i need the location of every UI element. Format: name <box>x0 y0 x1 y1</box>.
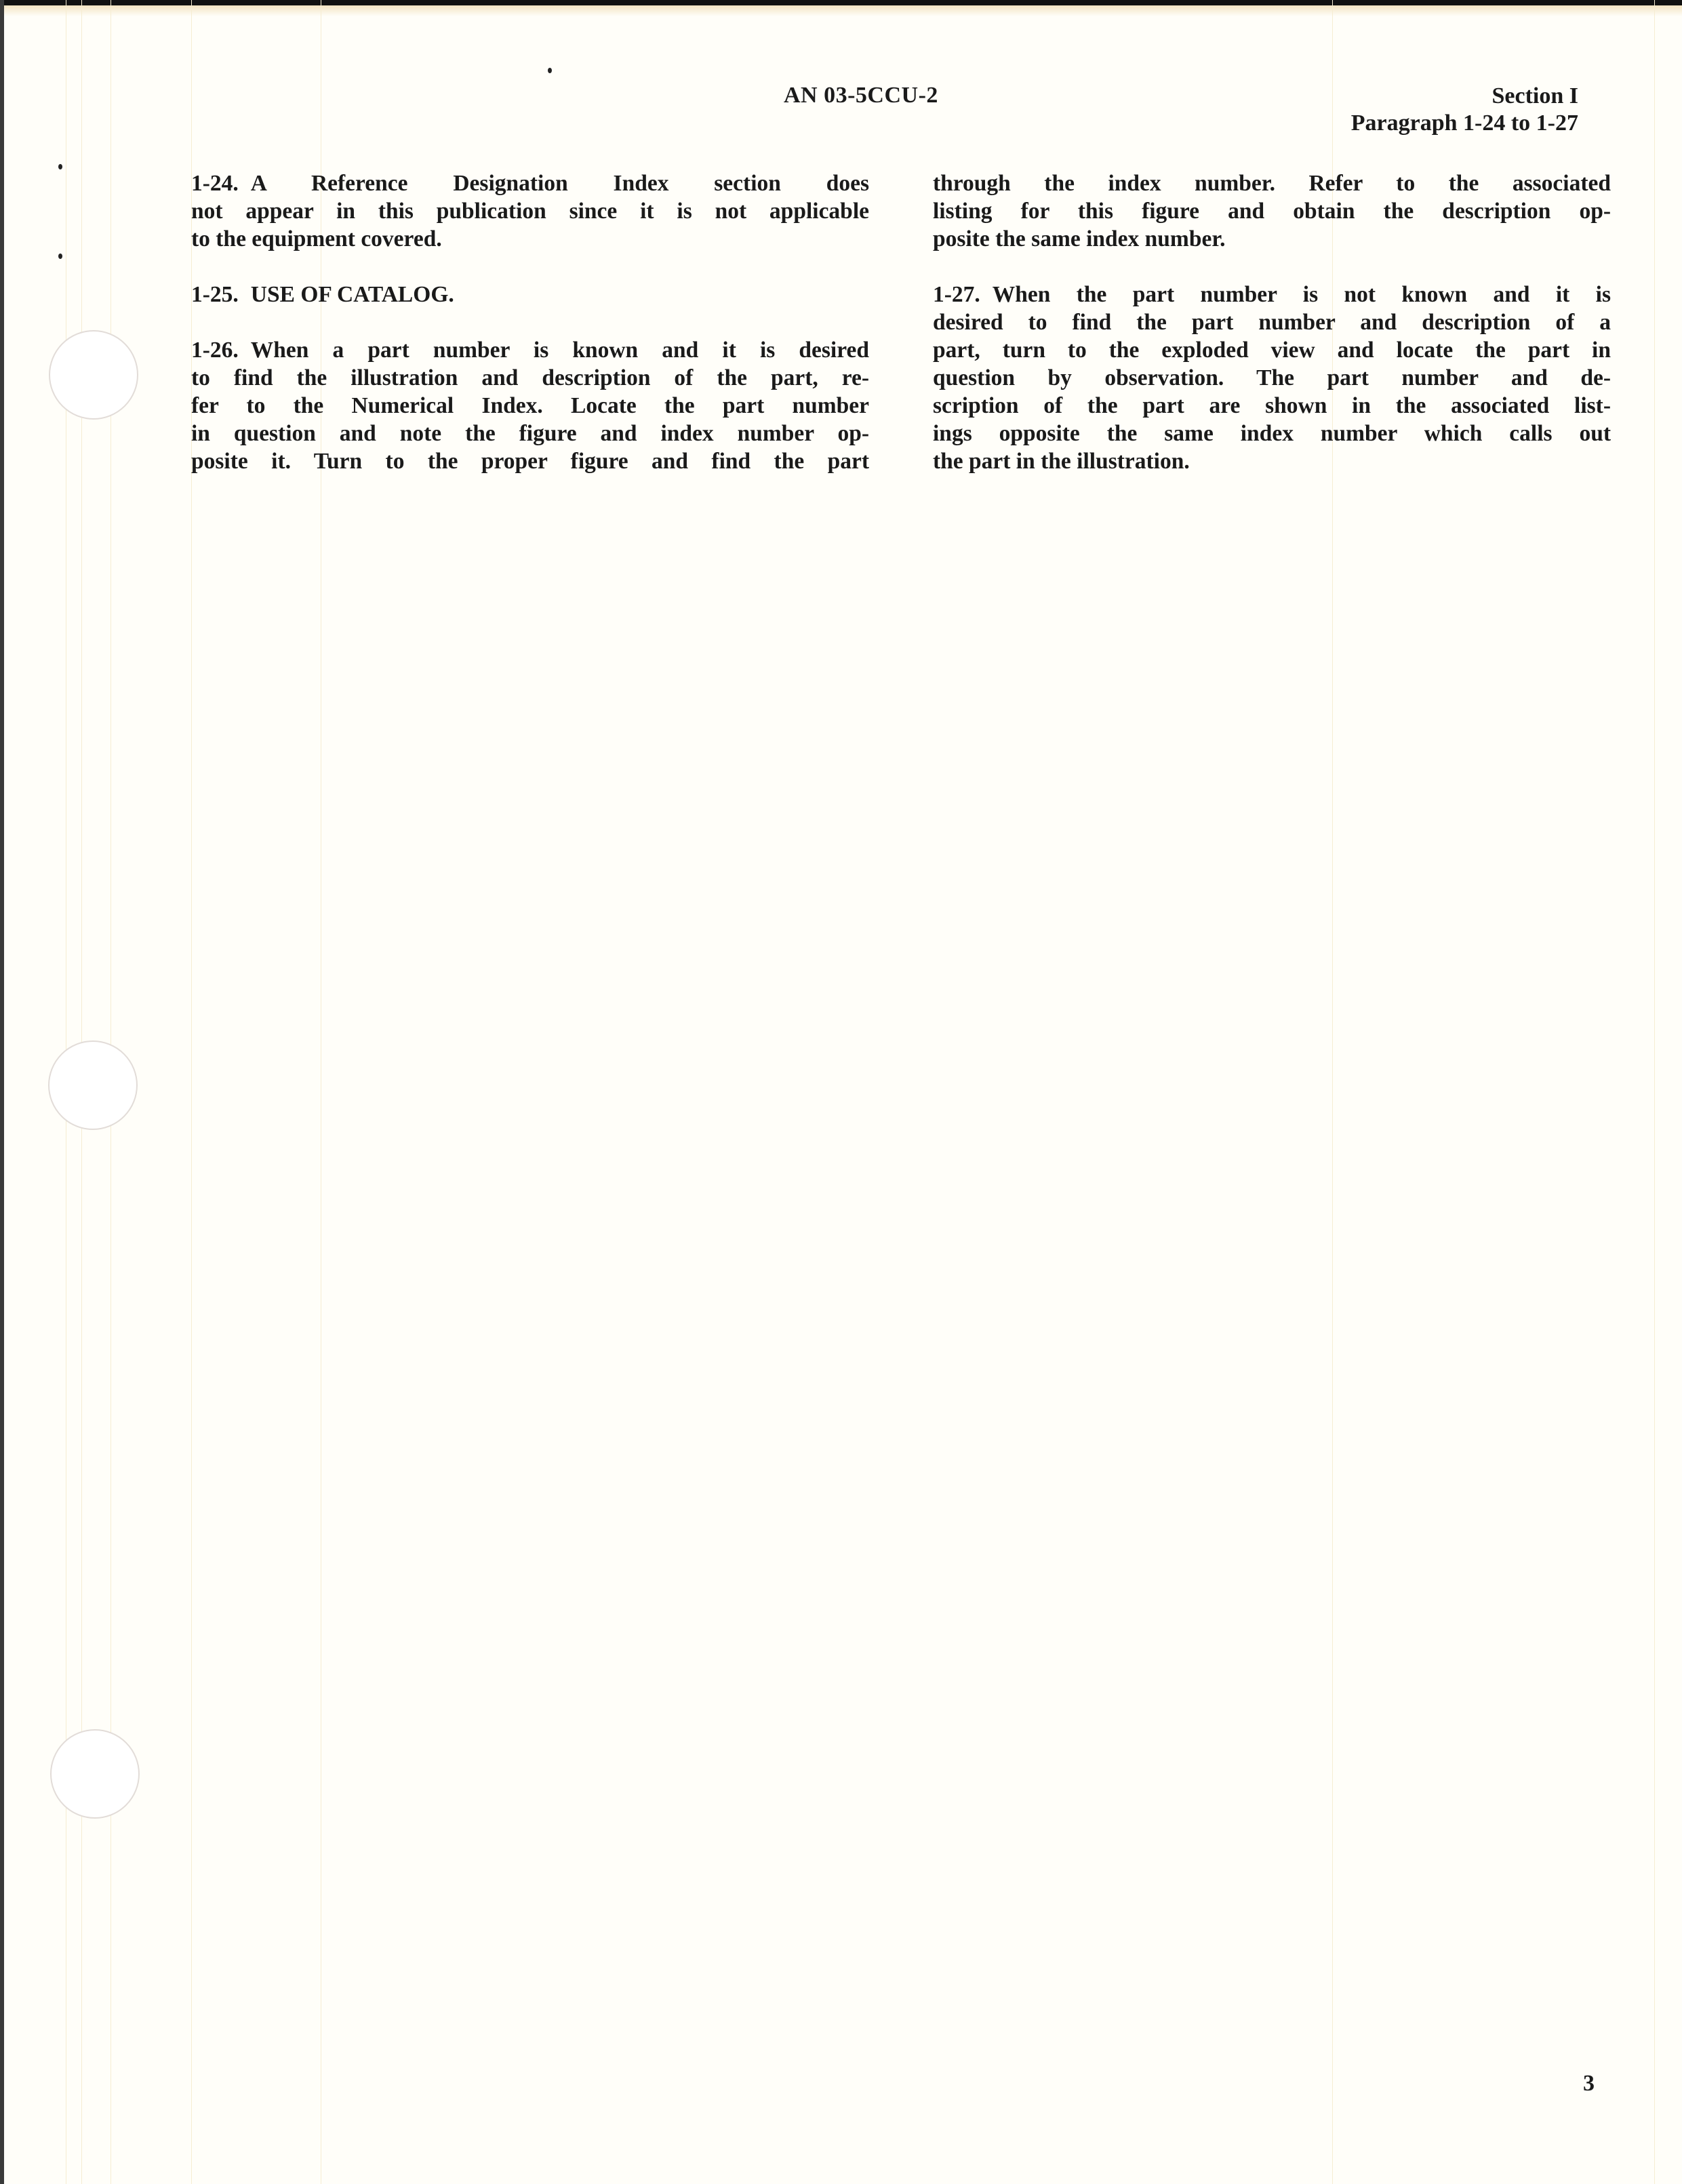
scan-speck <box>58 164 62 169</box>
text-line <box>933 281 1611 308</box>
paragraph-1-27 <box>933 281 1611 475</box>
text-line: not appear in this publication since it is not applicable <box>191 199 869 224</box>
heading-1-25 <box>191 281 869 308</box>
paragraph-range: Paragraph 1-24 to 1-27 <box>1350 110 1578 136</box>
left-column <box>191 169 869 475</box>
text-line: question by observation. The part number and de- <box>933 365 1611 390</box>
paragraph-1-24 <box>191 169 869 253</box>
scan-top-edge <box>0 0 1682 5</box>
line-text: When the part number is not known and it is <box>992 282 1611 307</box>
text-line: listing for this figure and obtain the description op- <box>933 199 1611 224</box>
text-line: through the index number. Refer to the associated <box>933 171 1611 196</box>
text-line: the part in the illustration. <box>933 449 1190 474</box>
punch-hole-middle <box>48 1040 138 1130</box>
text-line: to the equipment covered. <box>191 226 442 251</box>
paragraph-1-26 <box>191 336 869 475</box>
line-text: A Reference Designation Index section does <box>250 171 869 196</box>
text-line: posite the same index number. <box>933 226 1226 251</box>
text-line: part, turn to the exploded view and locate the part in <box>933 338 1611 363</box>
paragraph-number: 1-24. <box>191 171 239 196</box>
paragraph-number: 1-25. <box>191 282 239 307</box>
text-line <box>191 336 869 364</box>
text-line: desired to find the part number and description of a <box>933 310 1611 335</box>
section-heading: USE OF CATALOG. <box>250 282 454 307</box>
punch-hole-top <box>49 330 138 420</box>
text-line <box>191 169 869 197</box>
text-line: ings opposite the same index number which calls out <box>933 421 1611 446</box>
text-line: posite it. Turn to the proper figure and find the part <box>191 449 869 474</box>
scan-speck <box>58 254 62 259</box>
punch-hole-bottom <box>50 1729 140 1819</box>
section-header <box>1351 83 1578 137</box>
text-line: to find the illustration and description of the part, re- <box>191 365 869 390</box>
text-line: fer to the Numerical Index. Locate the part number <box>191 393 869 418</box>
scan-top-stain <box>0 5 1682 16</box>
section-label: Section I <box>1491 83 1578 108</box>
scan-speck <box>548 68 552 73</box>
scan-left-edge <box>0 0 4 2184</box>
line-text: When a part number is known and it is desired <box>250 338 869 363</box>
text-line: in question and note the figure and index number op- <box>191 421 869 446</box>
paragraph-number: 1-27. <box>933 282 980 307</box>
document-id: AN 03-5CCU-2 <box>784 83 938 108</box>
right-column <box>933 169 1611 475</box>
paragraph-number: 1-26. <box>191 338 239 363</box>
scan-line <box>1654 0 1655 2184</box>
text-line: scription of the part are shown in the associated list- <box>933 393 1611 418</box>
paragraph-1-26-continued <box>933 169 1611 253</box>
page-number: 3 <box>1583 2071 1595 2096</box>
